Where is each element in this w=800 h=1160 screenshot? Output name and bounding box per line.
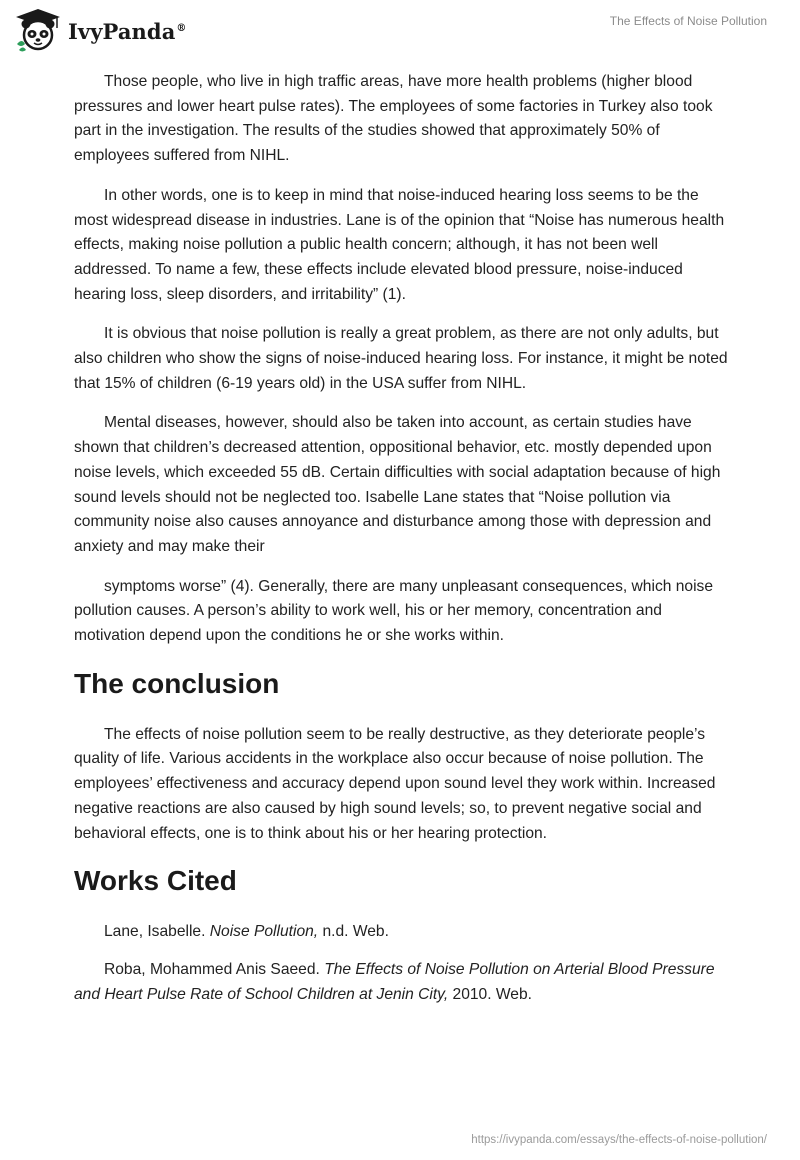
panda-graduation-cap-icon bbox=[14, 8, 62, 52]
registered-mark: ® bbox=[176, 22, 187, 34]
citation-entry bbox=[74, 958, 734, 1007]
essay-content bbox=[74, 70, 734, 1020]
page-header bbox=[0, 0, 800, 60]
citation-author: Roba, Mohammed Anis Saeed. bbox=[104, 960, 320, 978]
citation-author: Lane, Isabelle. bbox=[104, 923, 206, 941]
paragraph-4: Mental diseases, however, should also be taken into account, as certain studies have shown that children’s decreased attention, oppositional behavior, etc. mostly depended upon noise levels, which exceeded 55 dB. Certain difficulties with social adaptation because of high sound levels should not be neglected too. Isabelle Lane states that “Noise pollution via community noise also causes annoyance and disturbance among those with depression and anxiety and may make their bbox=[74, 414, 721, 555]
paragraph-1: Those people, who live in high traffic areas, have more health problems (higher blood pressures and lower heart pulse rates). The employees of some factories in Turkey also took part in the investigation. The results of the studies showed that approximately 50% of employees suffered from NIHL. bbox=[74, 73, 713, 165]
paragraph-3: It is obvious that noise pollution is really a great problem, as there are not only adults, but also children who show the signs of noise-induced hearing loss. For instance, it might be noted that 15% of children (6-19 years old) in the USA suffer from NIHL. bbox=[74, 325, 728, 392]
works-cited-heading: Works Cited bbox=[74, 865, 237, 897]
conclusion-heading: The conclusion bbox=[74, 667, 280, 699]
conclusion-paragraph: The effects of noise pollution seem to be really destructive, as they deteriorate people’s quality of life. Various accidents in the workplace also occur because of noise pollution. The employees’ effectiveness and accuracy depend upon sound level they work within. Increased negative reactions are also caused by high sound levels; so, to prevent negative social and behavioral effects, one is to think about his or her hearing protection. bbox=[74, 725, 716, 842]
citation-details: 2010. Web. bbox=[452, 985, 532, 1003]
citation-title: The Effects of Noise Pollution on Arterial Blood Pressure and Heart Pulse Rate of School Children at Jenin City, bbox=[74, 960, 715, 1003]
document-title: The Effects of Noise Pollution bbox=[609, 14, 767, 28]
citation-entry bbox=[74, 920, 734, 945]
citation-title: Noise Pollution, bbox=[209, 923, 319, 941]
paragraph-2: In other words, one is to keep in mind that noise-induced hearing loss seems to be the most widespread disease in industries. Lane is of the opinion that “Noise has numerous health effects, making noise pollution a public health concern; although, it has not been well addressed. To name a few, these effects include elevated blood pressure, noise-induced hearing loss, sleep disorders, and irritability” (1). bbox=[74, 186, 725, 303]
source-url[interactable]: https://ivypanda.com/essays/the-effects-of-noise-pollution/ bbox=[471, 1134, 767, 1146]
brand-name: IvyPanda® bbox=[68, 18, 187, 44]
citation-details: n.d. Web. bbox=[322, 923, 389, 941]
ivypanda-logo[interactable] bbox=[14, 8, 187, 52]
paragraph-5: symptoms worse” (4). Generally, there are many unpleasant consequences, which noise pollution causes. A person’s ability to work well, his or her memory, concentration and motivation depend upon the conditions he or she works within. bbox=[74, 577, 714, 645]
